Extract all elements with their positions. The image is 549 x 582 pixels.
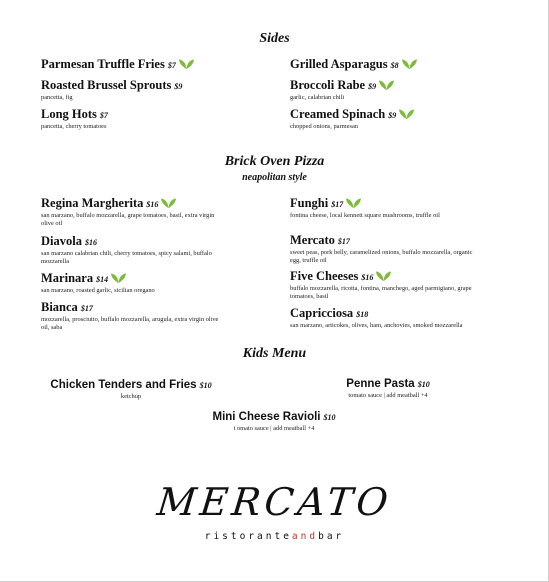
item-name: Roasted Brussel Sprouts: [41, 78, 172, 92]
menu-item: [41, 196, 281, 228]
vegetarian-leaf-icon: [110, 272, 127, 287]
menu-item: [290, 196, 530, 220]
menu-item: [41, 234, 281, 266]
item-price: $9: [388, 111, 397, 120]
item-name: Capricciosa: [290, 306, 354, 320]
item-price: $16: [84, 238, 97, 247]
item-name: Regina Margherita: [41, 196, 144, 210]
item-description: san marzano, roasted garlic, sicilian oregano: [41, 287, 155, 294]
item-description: buffalo mozzarella, ricotta, fontina, manchego, aged parmigiano, grape tomatoes, basil: [290, 285, 472, 300]
item-name: Chicken Tenders and Fries: [50, 379, 197, 391]
menu-item: [290, 78, 530, 102]
item-description: ketchup: [120, 393, 142, 400]
menu-item: [290, 269, 530, 301]
item-name: Parmesan Truffle Fries: [41, 57, 165, 71]
item-name: Creamed Spinach: [290, 107, 386, 121]
item-description: chopped onions, parmesan: [290, 123, 358, 130]
item-name: Grilled Asparagus: [290, 57, 388, 71]
item-description: t omato sauce | add meatball +4: [233, 425, 315, 432]
item-price: $9: [368, 82, 377, 91]
item-name: Diavola: [41, 234, 82, 248]
item-name: Mercato: [290, 233, 335, 247]
item-price: $7: [99, 111, 108, 120]
item-price: $16: [146, 200, 159, 209]
item-name: Funghi: [290, 196, 329, 210]
item-description: san marzano, articokes, olives, ham, anchovies, smoked mozzarella: [290, 322, 463, 329]
menu-item: [290, 306, 530, 330]
pizza-subheading: neapolitan style: [242, 172, 307, 183]
item-description: pancetta, cherry tomatoes: [41, 123, 107, 130]
menu-item: [40, 378, 222, 401]
menu-item: [41, 300, 281, 332]
item-price: $10: [199, 381, 212, 390]
item-price: $10: [417, 380, 430, 389]
item-description: san marzano calabrian chili, cherry tomatoes, spicy salami, buffalo mozzarella: [41, 250, 212, 265]
item-name: Mini Cheese Ravioli: [212, 411, 321, 423]
item-price: $18: [356, 310, 369, 319]
vegetarian-leaf-icon: [375, 270, 392, 285]
item-description: pancetta, fig: [41, 94, 73, 101]
menu-item: [200, 410, 348, 433]
item-price: $9: [174, 82, 183, 91]
menu-item: [41, 78, 281, 102]
item-price: $17: [331, 200, 344, 209]
pizza-heading: Brick Oven Pizza: [224, 154, 325, 169]
item-price: $7: [167, 61, 176, 70]
vegetarian-leaf-icon: [398, 108, 415, 123]
menu-item: [290, 107, 530, 131]
item-name: Penne Pasta: [346, 378, 415, 390]
logo-tagline-accent: and: [291, 531, 319, 542]
item-name: Bianca: [41, 300, 78, 314]
item-price: $10: [323, 413, 336, 422]
item-price: $17: [80, 304, 93, 313]
vegetarian-leaf-icon: [378, 79, 395, 94]
item-description: fontina cheese, local kennett square mushrooms, truffle oil: [290, 212, 440, 219]
menu-item: [41, 271, 281, 295]
item-description: sweet peas, pork belly, caramelized onions, buffalo mozzarella, organic egg, truffle oil: [290, 249, 473, 264]
item-price: $14: [96, 275, 109, 284]
menu-item: [41, 107, 281, 131]
vegetarian-leaf-icon: [345, 197, 362, 212]
menu-item: [290, 233, 530, 265]
item-description: garlic, calabrian chili: [290, 94, 345, 101]
item-description: san marzano, buffalo mozzarella, grape tomatoes, basil, extra virgin olive oil: [41, 212, 215, 227]
logo-tagline: ristoranteandbar: [204, 531, 345, 542]
menu-item: [330, 377, 446, 400]
item-price: $16: [361, 273, 374, 282]
item-name: Five Cheeses: [290, 269, 359, 283]
kids-heading: Kids Menu: [242, 346, 307, 361]
menu-item: [290, 57, 530, 73]
item-description: mozzarella, prosciutto, buffalo mozzarella, arugula, extra virgin olive oil, saba: [41, 316, 219, 331]
item-price: $8: [390, 61, 399, 70]
menu-item: [41, 57, 281, 73]
vegetarian-leaf-icon: [401, 58, 418, 73]
item-description: tomato sauce | add meatball +4: [348, 392, 428, 399]
item-name: Long Hots: [41, 107, 97, 121]
item-name: Broccoli Rabe: [290, 78, 366, 92]
vegetarian-leaf-icon: [178, 58, 195, 73]
item-name: Marinara: [41, 271, 94, 285]
sides-heading: Sides: [259, 31, 290, 46]
vegetarian-leaf-icon: [160, 197, 177, 212]
item-price: $17: [337, 237, 350, 246]
mercato-logo: MERCATO: [155, 480, 394, 524]
